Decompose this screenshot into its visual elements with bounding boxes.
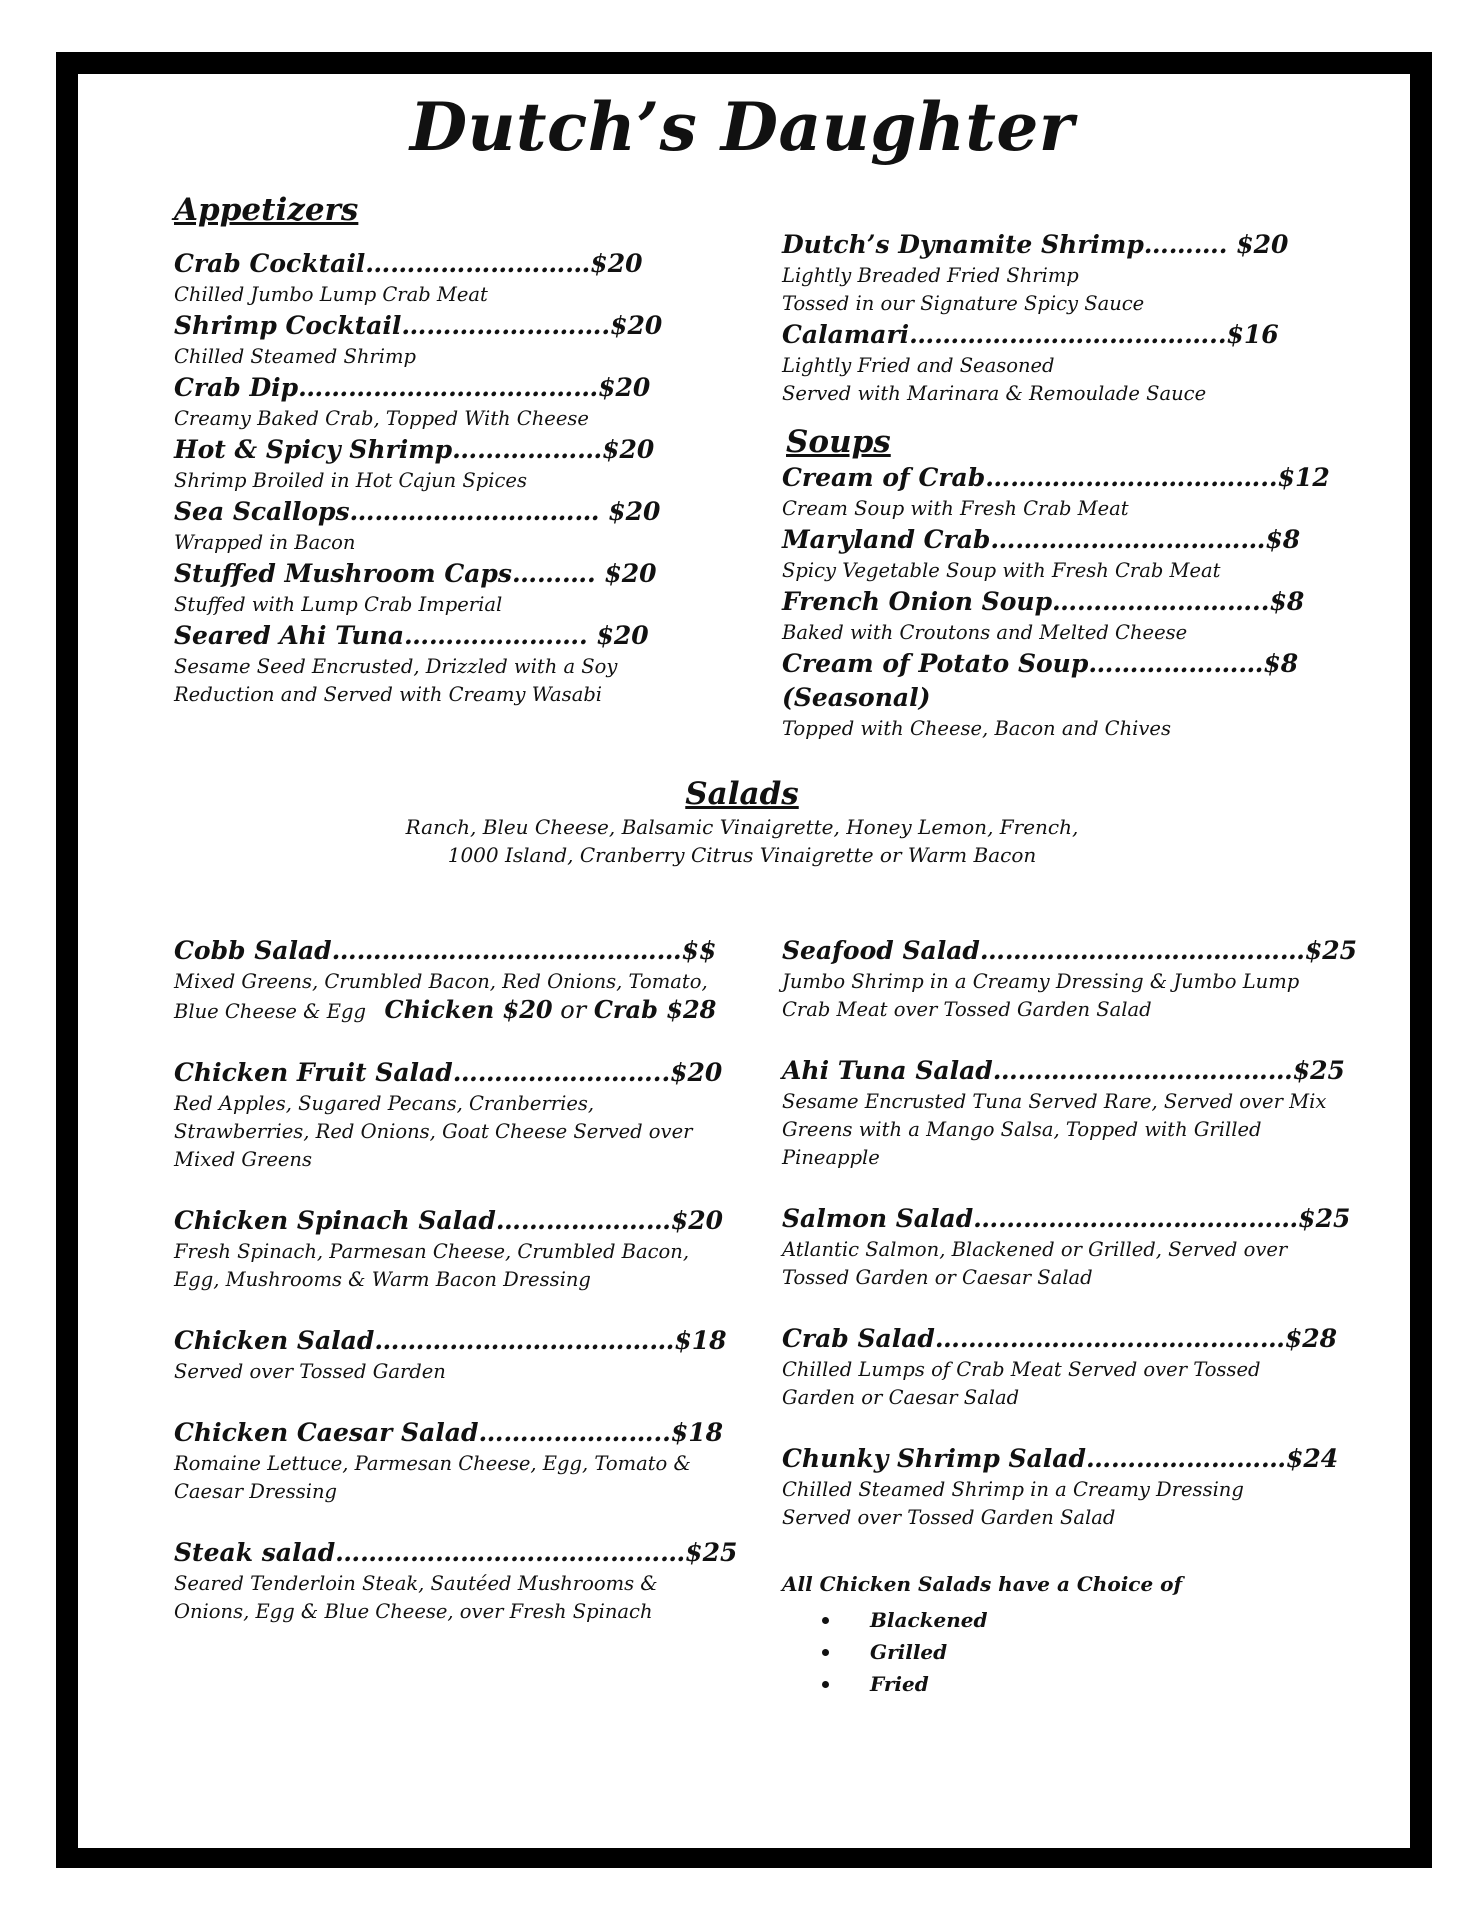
menu-item [174, 1056, 734, 1204]
menu-item [174, 371, 694, 433]
option-or: or [552, 996, 594, 1024]
menu-item-description: Sesame Encrusted Tuna Served Rare, Served over Mix [782, 1090, 1327, 1113]
menu-item-title: Seafood Salad…………………………………$25 [782, 936, 1358, 965]
menu-item-description: Chilled Steamed Shrimp [174, 345, 416, 369]
bullet-icon [822, 1617, 829, 1624]
chicken-option [782, 1668, 1342, 1700]
menu-item-title: Crab Salad……………………………………$28 [782, 1324, 1338, 1353]
menu-item-title: Shrimp Cocktail…………………….$20 [174, 311, 663, 341]
menu-item-description: Greens with a Mango Salsa, Topped with Grilled [782, 1118, 1262, 1141]
menu-item [174, 495, 694, 557]
appetizers-column [174, 192, 694, 709]
menu-item-description: Atlantic Salmon, Blackened or Grilled, Served over [782, 1238, 1288, 1261]
menu-item-title: Cream of Potato Soup…………………$8 [782, 649, 1299, 679]
salads-left-list [174, 934, 738, 1626]
menu-item-description: Creamy Baked Crab, Topped With Cheese [174, 407, 589, 431]
menu-item-description: Shrimp Broiled in Hot Cajun Spices [174, 469, 527, 493]
chicken-option [782, 1604, 1342, 1636]
right-appetizers-column [782, 228, 1342, 743]
menu-item [174, 433, 694, 495]
menu-item [782, 934, 1358, 1054]
menu-item-description: Mixed Greens [174, 1148, 312, 1171]
menu-item [782, 1202, 1351, 1322]
menu-item-title: Chicken Salad………………………………$18 [174, 1326, 727, 1355]
menu-item-description: Topped with Cheese, Bacon and Chives [782, 717, 1171, 741]
menu-item-description: Reduction and Served with Creamy Wasabi [174, 683, 603, 707]
dressings-line-2: 1000 Island, Cranberry Citrus Vinaigrette or Warm Bacon [447, 843, 1037, 868]
menu-item-description: Tossed Garden or Caesar Salad [782, 1266, 1093, 1289]
menu-item-title: Cobb Salad……………………………………$$ [174, 936, 717, 965]
appetizers-heading: Appetizers [174, 192, 359, 228]
menu-item [782, 681, 1342, 743]
menu-item [174, 619, 694, 709]
menu-item-title: Crab Dip………………………………$20 [174, 373, 651, 403]
chicken-option-label: Blackened [870, 1608, 988, 1632]
menu-item-description: Lightly Fried and Seasoned [782, 354, 1055, 377]
menu-item-description: Mixed Greens, Crumbled Bacon, Red Onions, Tomato, [174, 970, 708, 993]
menu-item-description: Seared Tenderloin Steak, Sautéed Mushrooms & [174, 1572, 658, 1595]
soups-heading: Soups [786, 424, 891, 460]
menu-item-title: Dutch’s Dynamite Shrimp………. $20 [782, 230, 1289, 259]
menu-item-title: Calamari………………………………..$16 [782, 320, 1279, 349]
menu-item-description: Spicy Vegetable Soup with Fresh Crab Meat [782, 559, 1221, 583]
salads-heading: Salads [685, 776, 799, 812]
menu-item-description: Lightly Breaded Fried Shrimp [782, 264, 1079, 287]
menu-item [174, 247, 694, 309]
chicken-salad-note: All Chicken Salads have a Choice of [782, 1572, 1183, 1596]
menu-item-description: Jumbo Shrimp in a Creamy Dressing & Jumbo Lump [782, 970, 1300, 993]
menu-item-title: Crab Cocktail………………………$20 [174, 249, 643, 279]
chicken-option [782, 1636, 1342, 1668]
menu-item-description: Tossed in our Signature Spicy Sauce [782, 292, 1145, 315]
menu-item [782, 647, 1342, 681]
menu-item-title: (Seasonal) [782, 683, 931, 713]
bullet-icon [822, 1649, 829, 1656]
salads-right-column [782, 934, 1358, 1700]
chicken-options-list [782, 1604, 1342, 1700]
menu-item-description: Red Apples, Sugared Pecans, Cranberries, [174, 1092, 595, 1115]
menu-item-description: Crab Meat over Tossed Garden Salad [782, 998, 1152, 1021]
menu-item-description: Pineapple [782, 1146, 880, 1169]
menu-item [782, 1322, 1342, 1442]
menu-item [782, 461, 1342, 523]
chicken-option-label: Grilled [870, 1640, 948, 1664]
menu-item-description: Chilled Jumbo Lump Crab Meat [174, 283, 488, 307]
menu-item [782, 585, 1342, 647]
menu-item-title: Hot & Spicy Shrimp………………$20 [174, 435, 655, 465]
menu-item-description: Onions, Egg & Blue Cheese, over Fresh Spinach [174, 1600, 653, 1623]
menu-item-description: Wrapped in Bacon [174, 531, 356, 555]
bullet-icon [822, 1681, 829, 1688]
menu-item-description: Served with Marinara & Remoulade Sauce [782, 382, 1207, 405]
menu-item [174, 1536, 738, 1626]
menu-item [174, 1324, 734, 1416]
menu-item-title: Stuffed Mushroom Caps………. $20 [174, 559, 657, 589]
menu-item-description: Stuffed with Lump Crab Imperial [174, 593, 503, 617]
salads-right-list [782, 934, 1358, 1532]
menu-item-description: Chilled Steamed Shrimp in a Creamy Dressing [782, 1478, 1244, 1501]
options-prefix: Blue Cheese & Egg [174, 1000, 385, 1023]
menu-item-title: French Onion Soup……………………..$8 [782, 587, 1305, 617]
menu-item [782, 523, 1342, 585]
menu-item [174, 1416, 734, 1536]
menu-item-description: Baked with Croutons and Melted Cheese [782, 621, 1188, 645]
option-chicken-price: Chicken $20 [384, 995, 553, 1024]
menu-item-title: Chunky Shrimp Salad……………………$24 [782, 1444, 1339, 1473]
menu-item-description: Cream Soup with Fresh Crab Meat [782, 497, 1129, 521]
restaurant-title: Dutch’s Daughter [409, 88, 1075, 166]
appetizers-list [174, 247, 694, 709]
menu-item-options [174, 996, 734, 1026]
menu-item-title: Chicken Caesar Salad…………………..$18 [174, 1418, 724, 1447]
menu-item [174, 934, 734, 1056]
menu-item-description: Served over Tossed Garden Salad [782, 1506, 1116, 1529]
dressings-line-1: Ranch, Bleu Cheese, Balsamic Vinaigrette, Honey Lemon, French, [405, 815, 1079, 840]
option-crab-price: Crab $28 [593, 995, 717, 1024]
menu-item [174, 557, 694, 619]
menu-item-description: Garden or Caesar Salad [782, 1386, 1020, 1409]
menu-item [782, 318, 1342, 408]
chicken-option-label: Fried [870, 1672, 929, 1696]
menu-item [174, 1204, 734, 1324]
menu-item-description: Strawberries, Red Onions, Goat Cheese Served over [174, 1120, 693, 1143]
menu-item-title: Cream of Crab……………………………..$12 [782, 463, 1330, 493]
menu-item [782, 1054, 1345, 1202]
menu-item-title: Salmon Salad…………………………………$25 [782, 1204, 1351, 1233]
menu-item-title: Ahi Tuna Salad………………………………$25 [782, 1056, 1345, 1085]
menu-item [782, 1442, 1342, 1532]
menu-item-description: Romaine Lettuce, Parmesan Cheese, Egg, Tomato & [174, 1452, 691, 1475]
menu-item-description: Sesame Seed Encrusted, Drizzled with a Soy [174, 655, 618, 679]
menu-item-description: Caesar Dressing [174, 1480, 338, 1503]
soups-list [782, 461, 1342, 743]
menu-item [782, 228, 1342, 318]
menu-item-description: Served over Tossed Garden [174, 1360, 446, 1383]
menu-item-description: Chilled Lumps of Crab Meat Served over Tossed [782, 1358, 1261, 1381]
right-appetizers-list [782, 228, 1342, 408]
menu-item [174, 309, 694, 371]
salads-header [0, 776, 1484, 869]
menu-item-description: Egg, Mushrooms & Warm Bacon Dressing [174, 1268, 591, 1291]
salads-left-column [174, 934, 738, 1626]
menu-item-description: Fresh Spinach, Parmesan Cheese, Crumbled Bacon, [174, 1240, 690, 1263]
menu-item-title: Seared Ahi Tuna…………………. $20 [174, 621, 649, 651]
menu-item-title: Steak salad……………………………………$25 [174, 1538, 738, 1567]
menu-item-title: Chicken Fruit Salad……………………..$20 [174, 1058, 723, 1087]
menu-item-title: Sea Scallops………………………… $20 [174, 497, 661, 527]
menu-item-title: Maryland Crab……………………………$8 [782, 525, 1301, 555]
menu-item-title: Chicken Spinach Salad…………………$20 [174, 1206, 724, 1235]
